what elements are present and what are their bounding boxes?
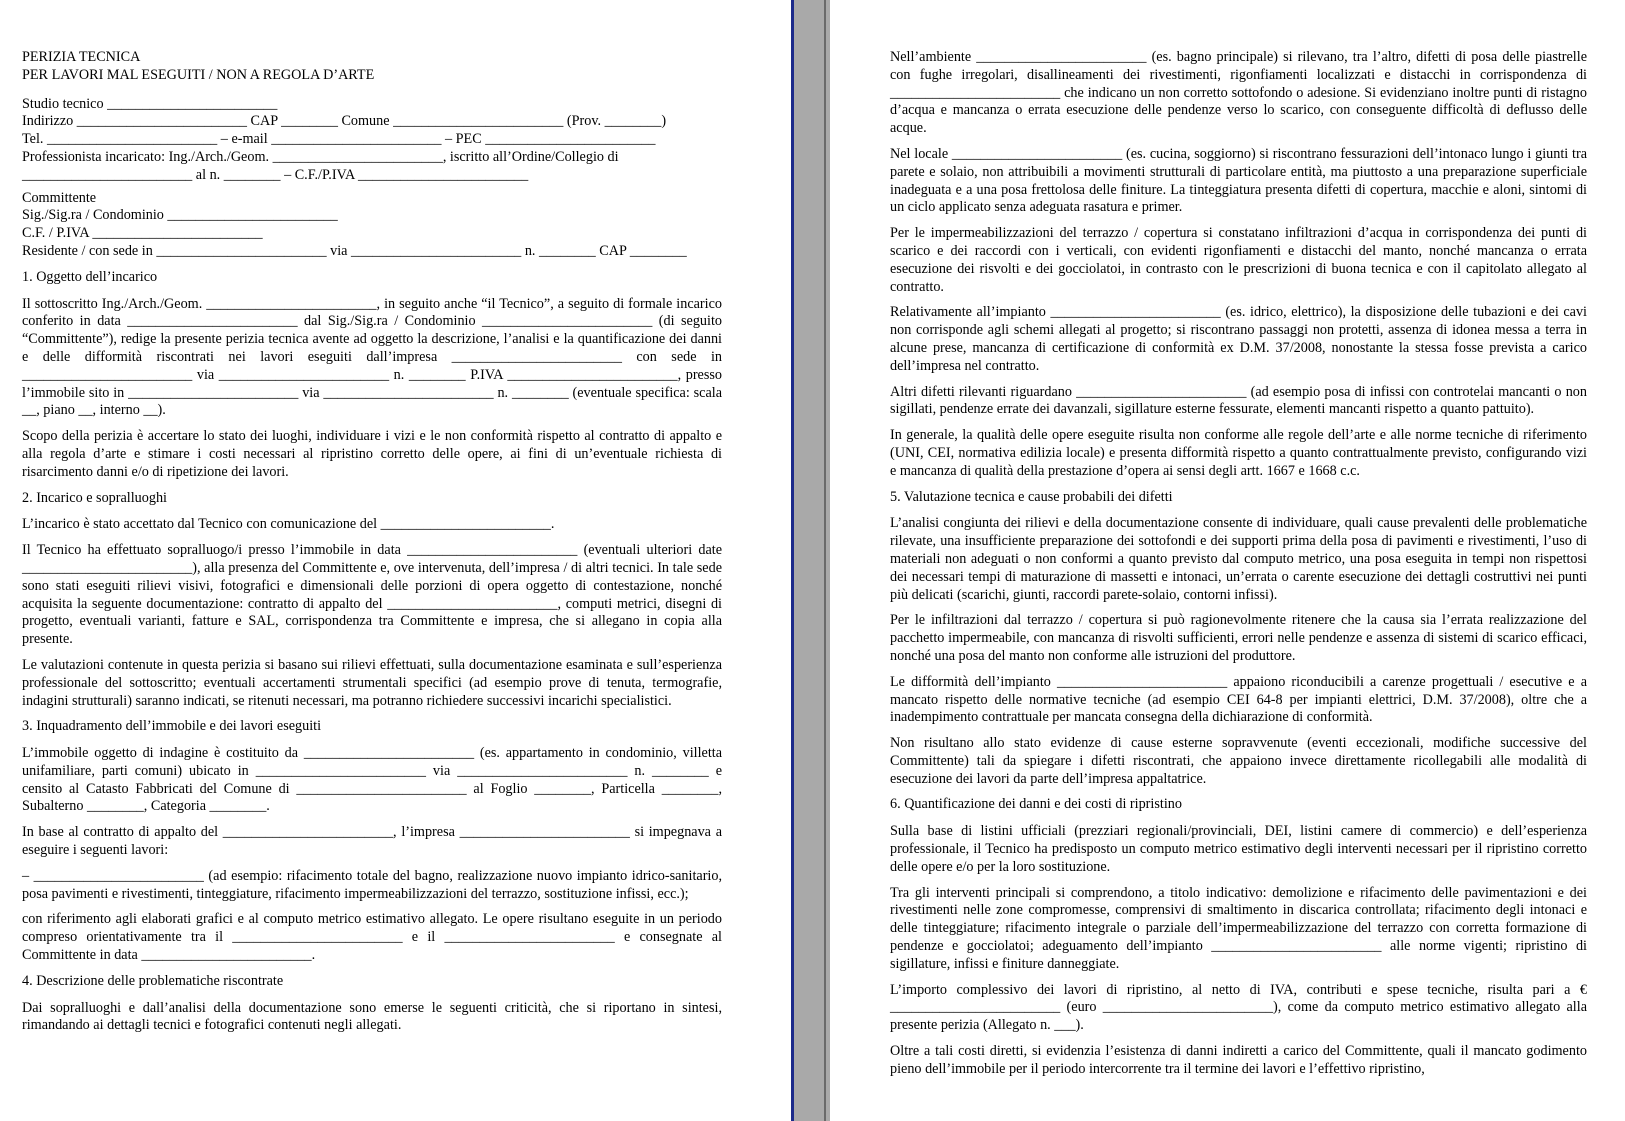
section-2-paragraph: L’incarico è stato accettato dal Tecnico con comunicazione del ________________________. [22, 516, 555, 533]
section-heading-2: 2. Incarico e sopralluoghi [22, 489, 167, 506]
section-5-paragraph: Non risultano allo stato evidenze di cause esterne sopravvenute (eventi eccezionali, modifiche successive del Committente) tali da spiegare i difetti riscontrati, che appaiono invece direttamente ricollegabili alle modalità di esecuzione dei lavori da parte dell’impresa appaltatrice. [890, 735, 1591, 787]
section-2-paragraph: Il Tecnico ha effettuato sopralluogo/i presso l’immobile in data ________________________ (eventuali ulteriori date ________________________), alla presenza del Committente e, ove intervenuta, dell’impresa / di altri tecnici. In tale sede sono stati eseguiti rilievi visivi, fotografici e dimensionali delle porzioni di opera oggetto di contestazione, nonché acquisita la seguente documentazione: contratto di appalto del ________________________, computi metrici, disegni di progetto, eventuali varianti, fatture e SAL, corrispondenza tra Committente e impresa, che si allegano in copia alla presente. [22, 542, 726, 648]
committente-block: Committente Sig./Sig.ra / Condominio ________________________ C.F. / P.IVA ________________________ Residente / con sede in ________________________ via ________________________ n. ________ CAP ________ [22, 189, 687, 259]
section-3-paragraph: In base al contratto di appalto del ________________________, l’impresa ________________________ si impegnava a eseguire i seguenti lavori: [22, 824, 726, 859]
document-page-left [0, 0, 791, 1121]
section-heading-6: 6. Quantificazione dei danni e dei costi di ripristino [890, 796, 1182, 813]
section-4-paragraph: Dai sopralluoghi e dall’analisi della documentazione sono emerse le seguenti criticità, che si riportano in sintesi, rimandando ai dettagli tecnici e fotografici contenuti negli allegati. [22, 999, 726, 1034]
section-4-paragraph: Relativamente all’impianto ________________________ (es. idrico, elettrico), la disposizione delle tubazioni e dei cavi non corrisponde agli schemi allegati al progetto; si riscontrano passaggi non protetti, assenza di idonea messa a terra in alcune prese, mancanza di certificazione di conformità ex D.M. 37/2008, nonostante la stessa fosse prevista a carico dell’impresa nel contratto. [890, 304, 1591, 374]
section-4-paragraph: Altri difetti rilevanti riguardano ________________________ (ad esempio posa di infissi con controtelai mancanti o non sigillati, pendenze errate dei davanzali, sigillature esterne fessurate, elementi mancanti rispetto a quanto pattuito). [890, 383, 1591, 418]
section-4-paragraph: Nell’ambiente ________________________ (es. bagno principale) si rilevano, tra l’altro, difetti di posa delle piastrelle con fughe irregolari, disallineamenti dei rivestimenti, rigonfiamenti localizzati e distacchi in corrispondenza di ________________________ che indicano un non corretto sottofondo o adesione. Si evidenziano inoltre punti di ristagno d’acqua e mancanza o errata esecuzione delle pendenze verso lo scarico, con conseguente difficoltà di deflusso delle acque. [890, 49, 1591, 137]
section-6-paragraph: L’importo complessivo dei lavori di ripristino, al netto di IVA, contributi e spese tecniche, risulta pari a € ________________________ (euro ________________________), come da computo metrico estimativo allegato alla presente perizia (Allegato n. ___). [890, 981, 1591, 1034]
section-heading-3: 3. Inquadramento dell’immobile e dei lavori eseguiti [22, 718, 322, 735]
document-title: PERIZIA TECNICA PER LAVORI MAL ESEGUITI / NON A REGOLA D’ARTE [22, 49, 375, 83]
section-5-paragraph: Per le infiltrazioni dal terrazzo / copertura si può ragionevolmente ritenere che la causa sia l’errata realizzazione del pacchetto impermeabile, con mancanza di risvolti sufficienti, errori nelle pendenze e assenza di sistemi di scarico efficaci, nonché una posa del manto non conforme alle istruzioni del produttore. [890, 612, 1591, 664]
section-6-paragraph: Oltre a tali costi diretti, si evidenzia l’esistenza di danni indiretti a carico del Committente, quali il mancato godimento pieno dell’immobile per il periodo intercorrente tra il termine dei lavori e l’effettivo ripristino, [890, 1043, 1591, 1077]
section-4-paragraph: Nel locale ________________________ (es. cucina, soggiorno) si riscontrano fessurazioni dell’intonaco lungo i giunti tra parete e solaio, non attribuibili a movimenti strutturali di particolare entità, ma piuttosto a una preparazione superficiale inadeguata e a una posa frettolosa delle finiture. La tinteggiatura presenta difetti di copertura, macchie e aloni, sintomi di un ciclo applicato senza adeguata rasatura e primer. [890, 145, 1591, 216]
section-5-paragraph: Le difformità dell’impianto ________________________ appaiono riconducibili a carenze progettuali / esecutive e a mancato rispetto delle normative tecniche (ad esempio CEI 64-8 per impianti elettrici, D.M. 37/2008), oltre che a inadempimento contrattuale per mancata consegna della dichiarazione di conformità. [890, 673, 1591, 726]
section-heading-4: 4. Descrizione delle problematiche riscontrate [22, 972, 284, 989]
section-3-paragraph: con riferimento agli elaborati grafici e al computo metrico estimativo allegato. Le opere risultano eseguite in un periodo compreso orientativamente tra il ________________________ e il ________________________ e consegnate al Committente in data ________________________. [22, 911, 726, 964]
section-1-paragraph: Il sottoscritto Ing./Arch./Geom. ________________________, in seguito anche “il Tecnico”, a seguito di formale incarico conferito in data ________________________ dal Sig./Sig.ra / Condominio ________________________ (di seguito “Committente”), redige la presente perizia tecnica avente ad oggetto la descrizione, l’analisi e la quantificazione dei danni e delle difformità riscontrati nei lavori eseguiti dall’impresa ________________________ con sede in ________________________ via ________________________ n. ________ P.IVA ________________________, presso l’immobile sito in ________________________ via ________________________ n. ________ (eventuale specifica: scala __, piano __, interno __). [22, 295, 726, 419]
document-page-right [827, 0, 1625, 1121]
page-gutter-edge [824, 0, 826, 1121]
section-heading-5: 5. Valutazione tecnica e cause probabili dei difetti [890, 488, 1173, 505]
section-4-paragraph: In generale, la qualità delle opere eseguite risulta non conforme alle regole dell’arte e alle norme tecniche di riferimento (UNI, CEI, normativa edilizia locale) e presenta difformità rispetto a quanto contrattualmente previsto, configurando vizi e mancanza di qualità della prestazione d’opera ai sensi degli artt. 1667 e 1668 c.c. [890, 427, 1591, 479]
section-6-paragraph: Sulla base di listini ufficiali (prezziari regionali/provinciali, DEI, listini camere di commercio) e dell’esperienza professionale, il Tecnico ha predisposto un computo metrico estimativo degli interventi necessari per il ripristino corretto delle opere e/o per la loro sostituzione. [890, 823, 1591, 875]
section-2-paragraph: Le valutazioni contenute in questa perizia si basano sui rilievi effettuati, sulla documentazione esaminata e sull’esperienza professionale del sottoscritto; eventuali accertamenti strumentali specifici (ad esempio prove di tenuta, termografie, indagini strutturali) saranno indicati, se ritenuti necessari, ma potranno richiedere successivi incarichi specialistici. [22, 656, 726, 709]
section-1-paragraph: Scopo della perizia è accertare lo stato dei luoghi, individuare i vizi e le non conformità rispetto al contratto di appalto e alla regola d’arte e stimare i costi necessari al ripristino corretto delle opere, ai fini di un’eventuale richiesta di risarcimento danni e/o di ripetizione dei lavori. [22, 428, 726, 480]
section-4-paragraph: Per le impermeabilizzazioni del terrazzo / copertura si constatano infiltrazioni d’acqua in corrispondenza dei punti di scarico e dei raccordi con i verticali, con evidenti rigonfiamenti e distacchi del manto, nonché mancanza o errata esecuzione dei risvolti e dei gocciolatoi, in contrasto con le prescrizioni di buona tecnica e con il capitolato allegato al contratto. [890, 225, 1591, 295]
section-3-paragraph: – ________________________ (ad esempio: rifacimento totale del bagno, realizzazione nuovo impianto idrico-sanitario, posa pavimenti e rivestimenti, tinteggiature, rifacimento impermeabilizzazioni del terrazzo, sostituzione infissi, ecc.); [22, 867, 726, 902]
section-3-paragraph: L’immobile oggetto di indagine è costituito da ________________________ (es. appartamento in condominio, villetta unifamiliare, parti comuni) ubicato in ________________________ via ________________________ n. ________ e censito al Catasto Fabbricati del Comune di ________________________ al Foglio ________, Particella ________, Subalterno ________, Categoria ________. [22, 745, 726, 815]
section-6-paragraph: Tra gli interventi principali si comprendono, a titolo indicativo: demolizione e rifacimento delle pavimentazioni e dei rivestimenti nelle zone compromesse, comprensivi di smaltimento in discarica controllata; rifacimento degli intonaci e delle tinteggiature; rifacimento integrale o parziale dell’impermeabilizzazione del terrazzo con corretta formazione di pendenze e gocciolatoi; adeguamento dell’impianto ________________________ alle norme vigenti; ripristino di sigillature, infissi e finiture danneggiate. [890, 884, 1591, 972]
section-heading-1: 1. Oggetto dell’incarico [22, 268, 158, 285]
studio-info-block: Studio tecnico ________________________ Indirizzo ________________________ CAP ________ Comune ________________________ (Prov. ________) Tel. ________________________ – e-mail ________________________ – PEC ________________________ Professionista incaricato: Ing./Arch./Geom. ________________________, iscritto all’Ordine/Collegio di ________________________ al n. ________ – C.F./P.IVA ________________________ [22, 95, 667, 183]
section-5-paragraph: L’analisi congiunta dei rilievi e della documentazione consente di individuare, quali cause prevalenti delle problematiche rilevate, una insufficiente preparazione dei sottofondi e dei supporti prima della posa di pavimenti e rivestimenti, l’uso di materiali non adeguati o non conformi a quanto previsto dal computo metrico, una posa eseguita in tempi non rispettosi dei necessari tempi di maturazione di massetti e intonaci, un’errata o carente esecuzione dei dettagli costruttivi nei punti più delicati (scarichi, giunti, raccordi parete-solaio, contorni infissi). [890, 515, 1591, 603]
